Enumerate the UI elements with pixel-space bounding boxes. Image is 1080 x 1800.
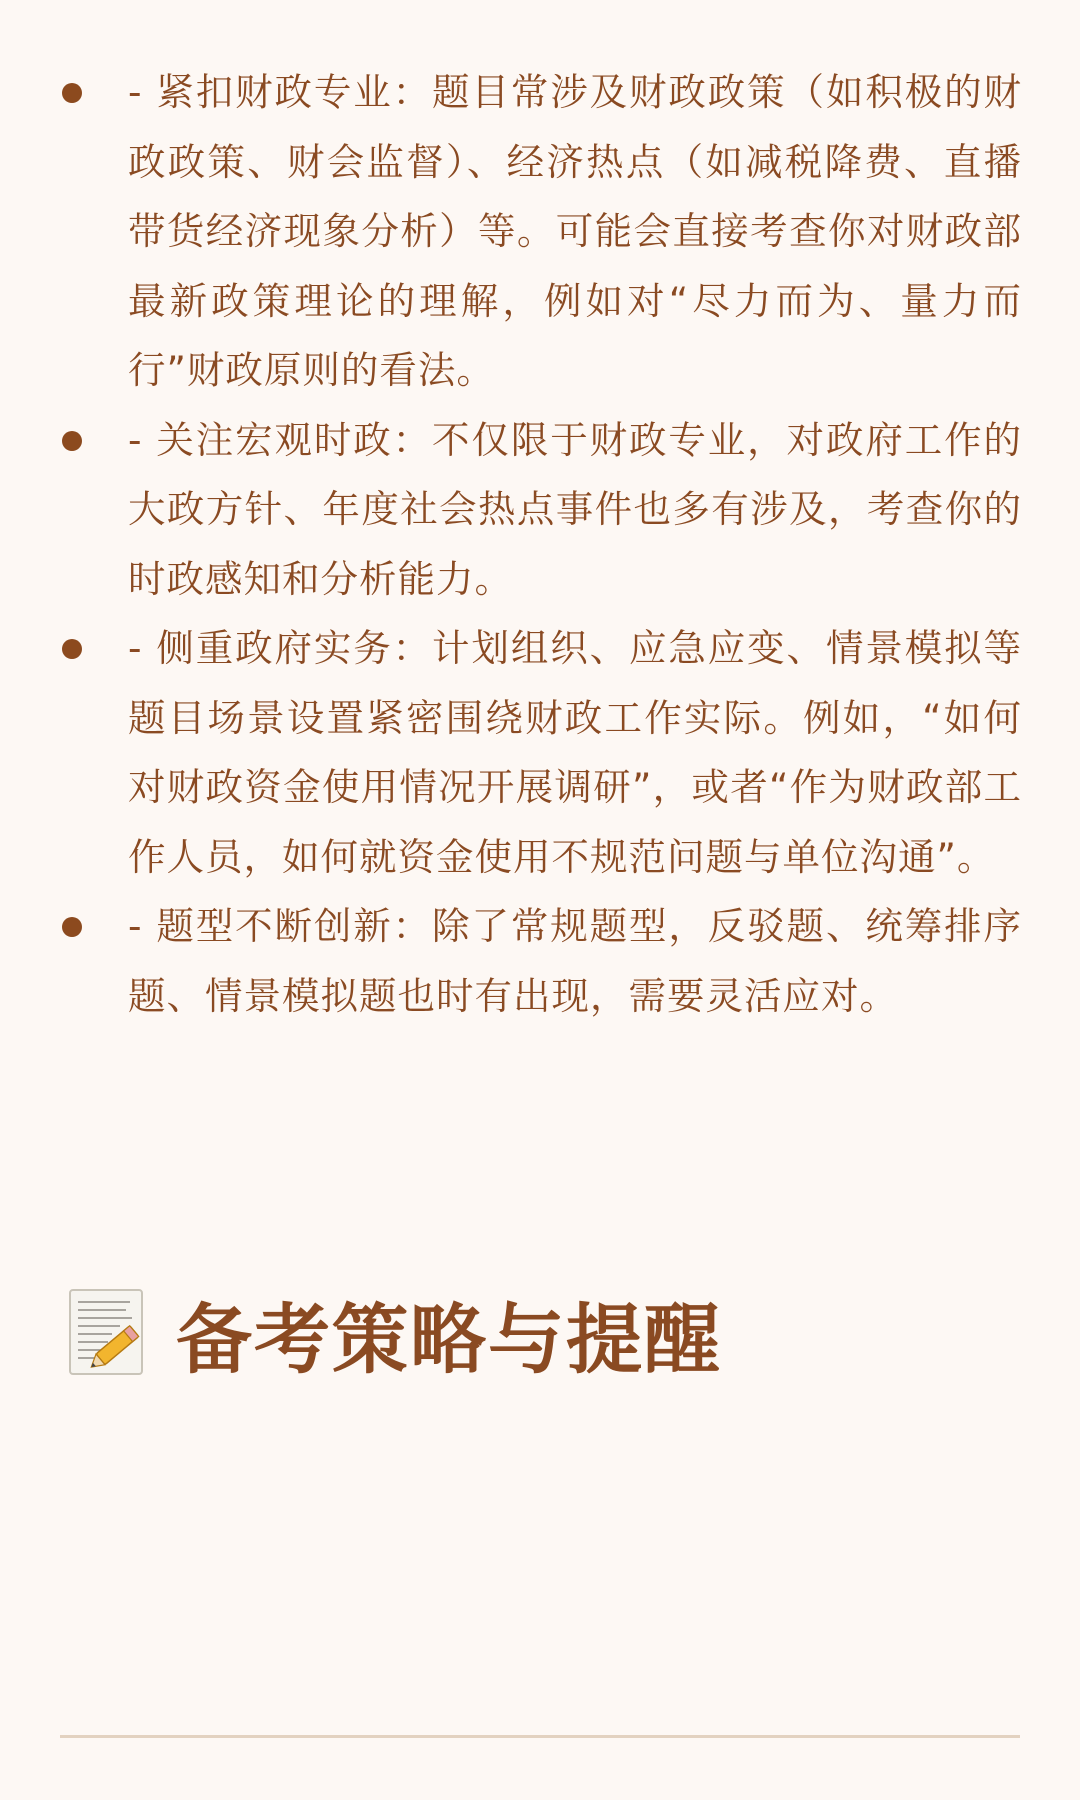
bullet-item bbox=[62, 892, 1022, 1031]
bullet-item bbox=[62, 614, 1022, 892]
section-title: 备考策略与提醒 bbox=[176, 1294, 722, 1384]
divider bbox=[60, 1735, 1020, 1738]
bullet-text: - 紧扣财政专业：题目常涉及财政政策（如积极的财政政策、财会监督）、经济热点（如减税降费、直播带货经济现象分析）等。可能会直接考查你对财政部最新政策理论的理解，例如对“尽力而为、量力而行”财政原则的看法。 bbox=[128, 70, 1022, 392]
bullet-dot-icon bbox=[62, 917, 82, 937]
bullet-dot-icon bbox=[62, 431, 82, 451]
bullet-text: - 侧重政府实务：计划组织、应急应变、情景模拟等题目场景设置紧密围绕财政工作实际。例如，“如何对财政资金使用情况开展调研”，或者“作为财政部工作人员，如何就资金使用不规范问题与单位沟通”。 bbox=[128, 626, 1022, 879]
section-heading bbox=[68, 1278, 722, 1388]
bullet-dot-icon bbox=[62, 83, 82, 103]
bullet-list bbox=[62, 58, 1022, 1031]
memo-icon bbox=[68, 1288, 148, 1378]
bullet-dot-icon bbox=[62, 639, 82, 659]
bullet-item bbox=[62, 58, 1022, 406]
bullet-text: - 题型不断创新：除了常规题型，反驳题、统筹排序题、情景模拟题也时有出现，需要灵活应对。 bbox=[128, 904, 1022, 1018]
bullet-text: - 关注宏观时政：不仅限于财政专业，对政府工作的大政方针、年度社会热点事件也多有涉及，考查你的时政感知和分析能力。 bbox=[128, 417, 1022, 601]
bullet-item bbox=[62, 406, 1022, 615]
